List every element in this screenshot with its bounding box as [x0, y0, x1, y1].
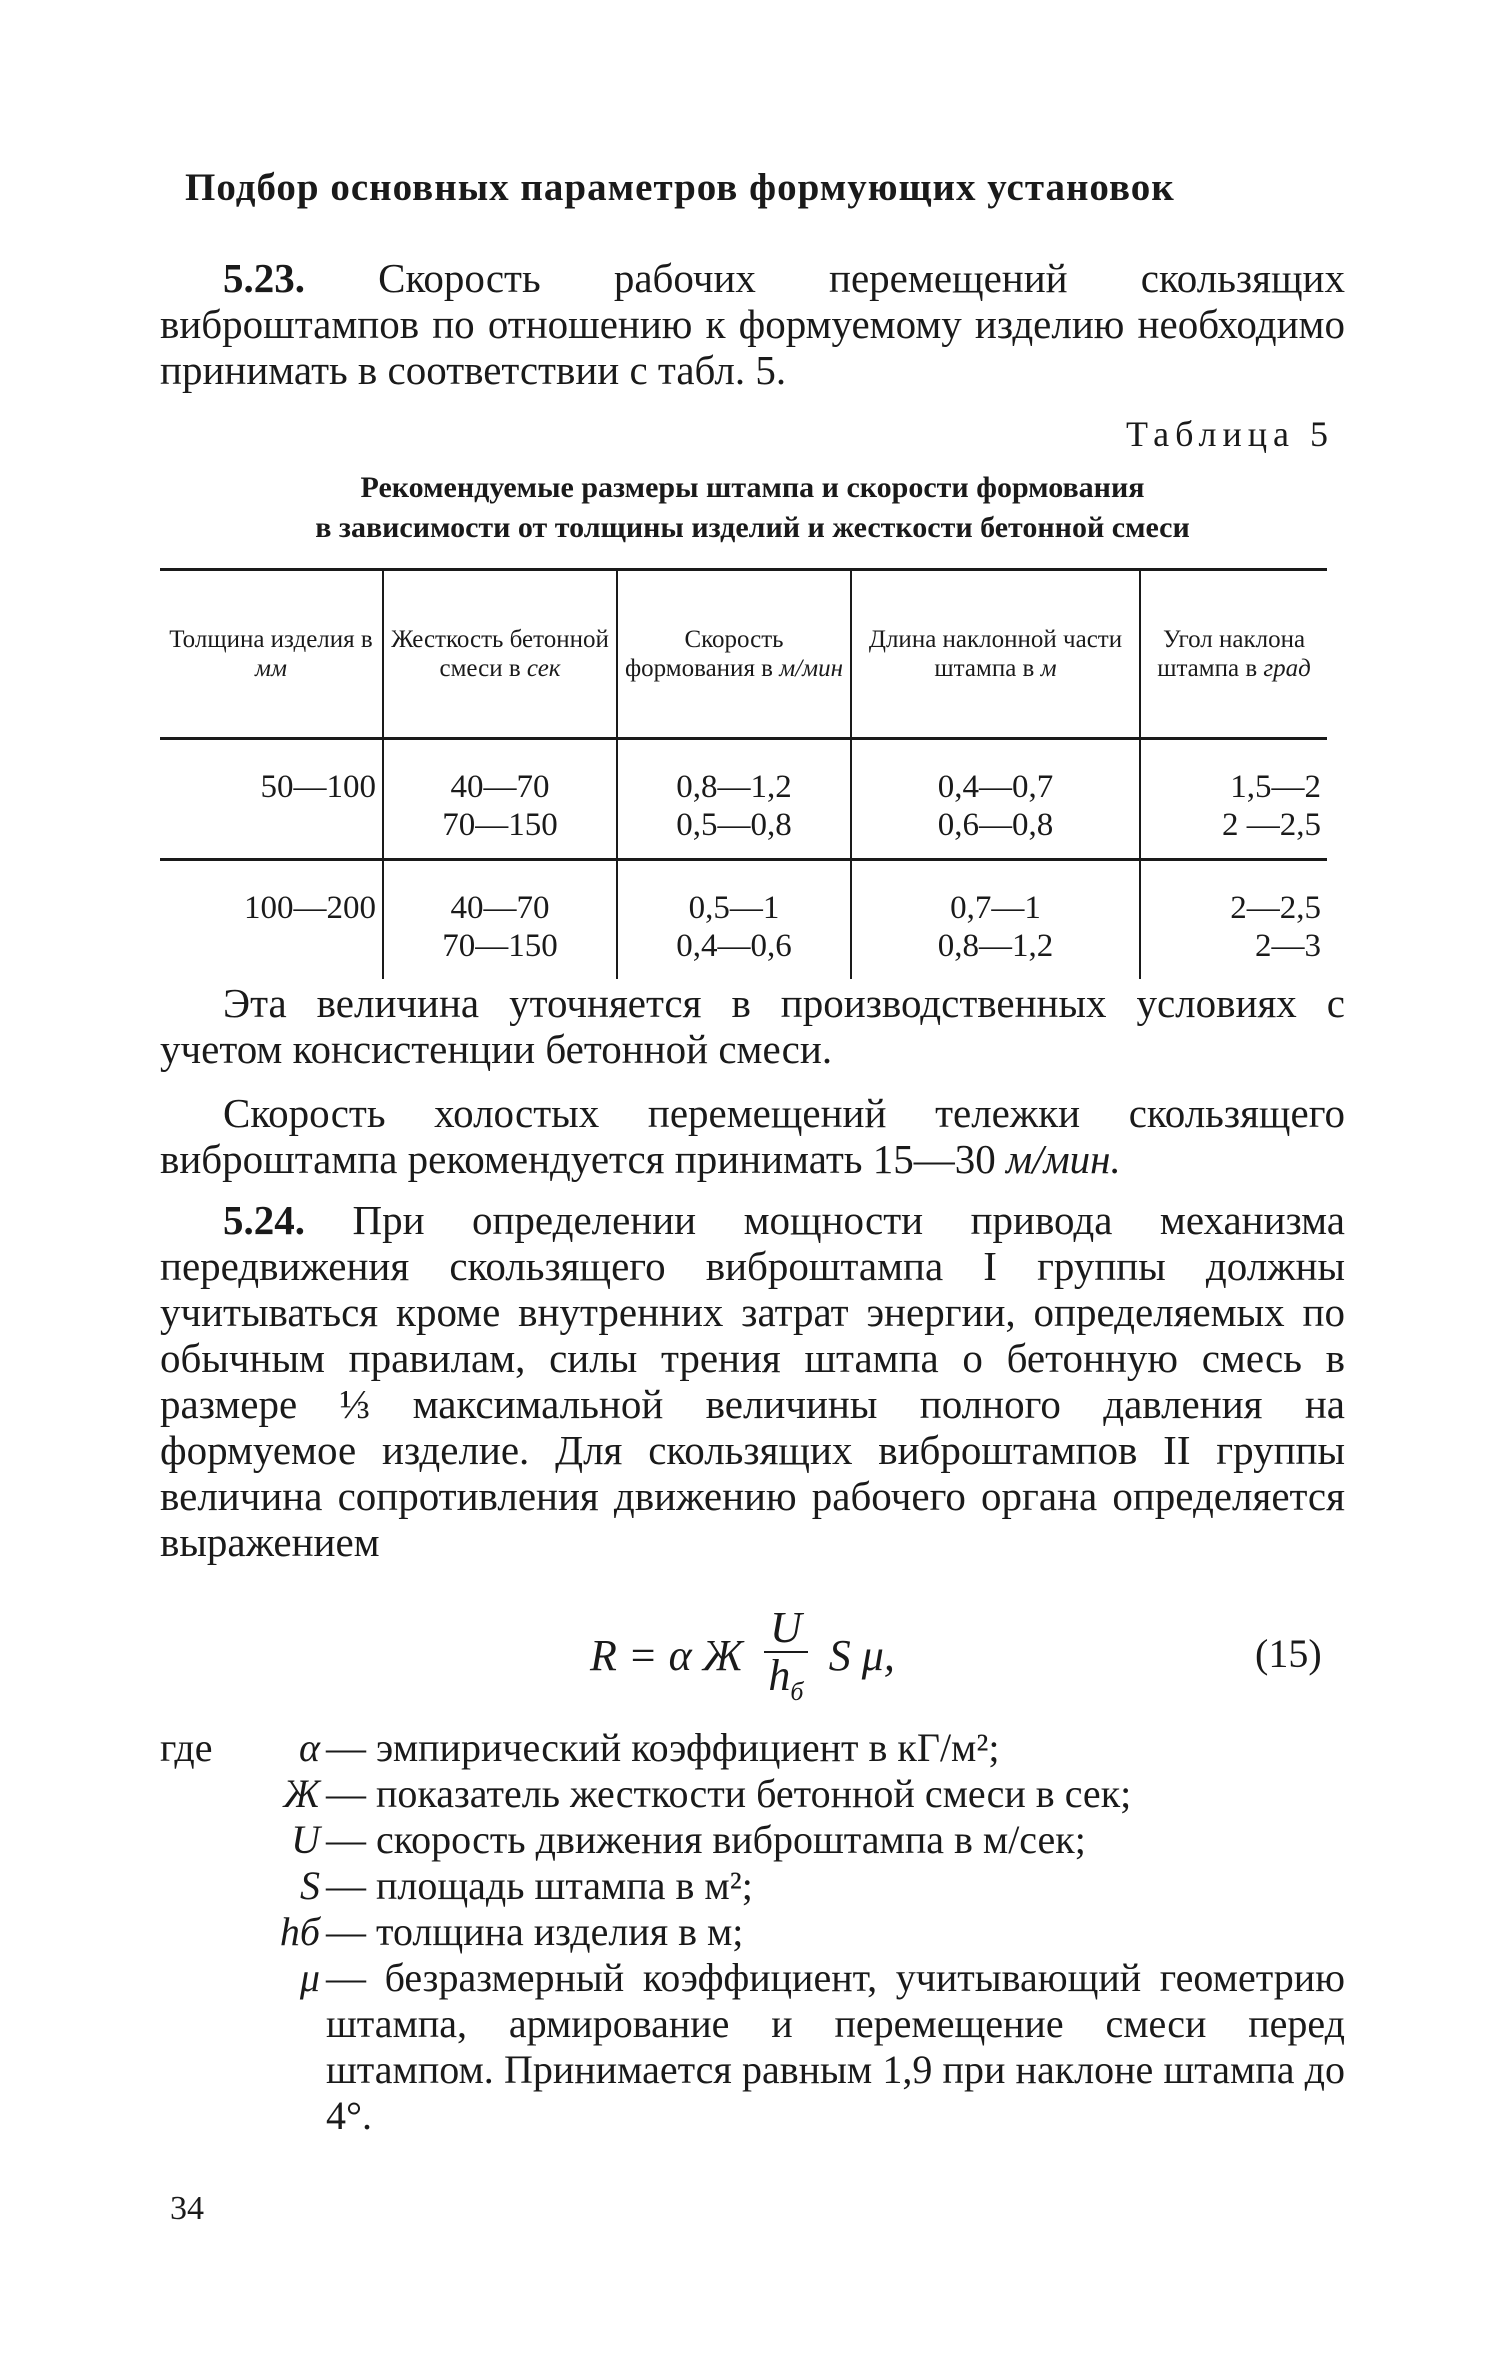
table-cell: 100—200 — [244, 890, 376, 926]
table-row — [160, 739, 1327, 860]
definition-row: где α — эмпирический коэффициент в кГ/м²; — [160, 1725, 1000, 1770]
table-cell: 1,5—2 2 —2,5 — [1140, 739, 1327, 860]
table-cell: 0,8—1,2 0,5—0,8 — [617, 739, 851, 860]
paragraph-number: 5.24. — [223, 1197, 305, 1243]
paragraph-text: Скорость рабочих перемещений скользящих виброштампов по отношению к формуемому изделию необходимо принимать в соответствии с табл. 5. — [160, 255, 1345, 393]
paragraph-5-24 — [160, 1197, 1345, 1565]
definition-row: S — площадь штампа в м²; — [300, 1863, 753, 1908]
table-cell: 40—70 70—150 — [383, 739, 617, 860]
table-title — [160, 468, 1345, 548]
table-caption: Таблица 5 — [1126, 414, 1334, 454]
header-cell: Длина наклонной части штампа в м — [851, 570, 1140, 739]
paragraph-text: При определении мощности привода механизма передвижения скользящего виброштампа I группы должны учитываться кроме внутренних затрат энергии, определяемых по обычным правилам, силы трения штампа о бетонную смесь в размере ⅓ максимальной величины полного давления на формуемое изделие. Для скользящих виброштампов II группы величина сопротивления движению рабочего органа определяется выражением — [160, 1197, 1346, 1565]
table-header-row — [160, 570, 1327, 739]
section-heading: Подбор основных параметров формующих установок — [185, 166, 1175, 209]
table-cell: 0,5—1 0,4—0,6 — [617, 860, 851, 980]
header-cell: Скорость формования в м/мин — [617, 570, 851, 739]
formula-fraction: $\frac{U}{h_б}$ — [764, 1605, 808, 1715]
definition-row: Ж — показатель жесткости бетонной смеси в сек; — [283, 1771, 1132, 1816]
header-cell: Толщина изделия в мм — [160, 570, 383, 739]
table-cell: 0,7—1 0,8—1,2 — [851, 860, 1140, 980]
table-title-line: Рекомендуемые размеры штампа и скорости формования — [360, 471, 1145, 504]
idle-speed-paragraph: Скорость холостых перемещений тележки скользящего виброштампа рекомендуется принимать 15—30 м/мин. — [160, 1090, 1345, 1182]
table-cell: 0,4—0,7 0,6—0,8 — [851, 739, 1140, 860]
header-cell: Угол наклона штампа в град — [1140, 570, 1327, 739]
definition-row: hб — толщина изделия в м; — [279, 1909, 744, 1954]
symbol-definitions — [160, 1725, 1345, 2139]
table-row — [160, 860, 1327, 980]
page-number: 34 — [170, 2190, 204, 2227]
table-cell: 40—70 70—150 — [383, 860, 617, 980]
table-title-line: в зависимости от толщины изделий и жесткости бетонной смеси — [315, 511, 1190, 544]
paragraph-number: 5.23. — [223, 255, 305, 301]
note-paragraph: Эта величина уточняется в производственных условиях с учетом консистенции бетонной смеси. — [160, 980, 1345, 1072]
table-cell: 50—100 — [160, 739, 383, 860]
table-cell: 2—2,5 2—3 — [1140, 860, 1327, 980]
definition-row: U — скорость движения виброштампа в м/сек; — [291, 1817, 1086, 1862]
definition-row: μ — безразмерный коэффициент, учитывающий геометрию штампа, армирование и перемещение смеси перед штампом. Принимается равным 1,9 при наклоне штампа до 4°. — [299, 1955, 1345, 2138]
paragraph-5-23 — [160, 255, 1345, 393]
formula-number: (15) — [1255, 1631, 1322, 1676]
header-cell: Жесткость бетонной смеси в сек — [383, 570, 617, 739]
parameters-table — [160, 568, 1327, 979]
formula-15: R = α Ж $\frac{U}{h_б}$ S μ, — [590, 1605, 895, 1715]
